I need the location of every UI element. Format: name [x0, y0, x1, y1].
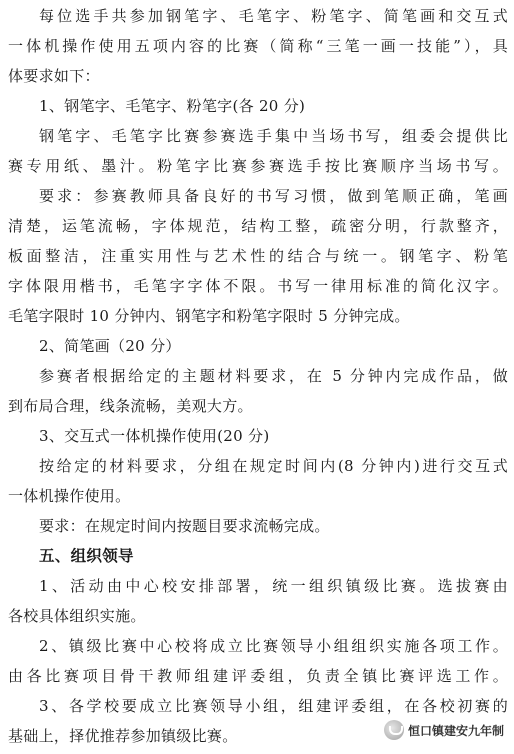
- paragraph-line: 一体机操作使用五项内容的比赛（简称“三笔一画一技能”），具: [8, 37, 508, 55]
- paragraph-line: 字体限用楷书，毛笔字字体不限。书写一律用标准的简化汉字。: [8, 277, 508, 295]
- paragraph-line: 由各比赛项目骨干教师组建评委组，负责全镇比赛评选工作。: [8, 667, 508, 685]
- paragraph-line: 一体机操作使用。: [8, 487, 131, 505]
- paragraph-line: 到布局合理，线条流畅，美观大方。: [8, 397, 253, 415]
- paragraph-line: 清楚，运笔流畅，字体规范，结构工整，疏密分明，行款整齐，: [8, 217, 508, 235]
- paragraph-line: 毛笔字限时 10 分钟内、钢笔字和粉笔字限时 5 分钟完成。: [8, 307, 410, 325]
- paragraph-line: 要求：参赛教师具备良好的书写习惯，做到笔顺正确，笔画: [39, 187, 508, 205]
- paragraph-line: 按给定的材料要求，分组在规定时间内(8 分钟内)进行交互式: [39, 457, 508, 475]
- paragraph-line: 2、镇级比赛中心校将成立比赛领导小组组织实施各项工作。: [39, 637, 508, 655]
- paragraph-line: 3、各学校要成立比赛领导小组，组建评委组，在各校初赛的: [39, 697, 508, 715]
- section-item-title: 1、钢笔字、毛笔字、粉笔字(各 20 分): [39, 97, 306, 115]
- account-watermark: [380, 718, 508, 742]
- section-item-title: 2、简笔画（20 分）: [39, 337, 181, 355]
- paragraph-line: 1、活动由中心校安排部署，统一组织镇级比赛。选拔赛由: [39, 577, 508, 595]
- paragraph-line: 体要求如下：: [8, 67, 100, 85]
- section-heading: 五、组织领导: [39, 547, 134, 565]
- wechat-icon: [384, 720, 404, 740]
- section-item-title: 3、交互式一体机操作使用(20 分): [39, 427, 270, 445]
- paragraph-line: 每位选手共参加钢笔字、毛笔字、粉笔字、简笔画和交互式: [39, 7, 508, 25]
- paragraph-line: 基础上，择优推荐参加镇级比赛。: [8, 727, 238, 745]
- paragraph-line: 参赛者根据给定的主题材料要求，在 5 分钟内完成作品，做: [39, 367, 508, 385]
- paragraph-line: 各校具体组织实施。: [8, 607, 146, 625]
- watermark-text: 恒口镇建安九年制: [407, 723, 504, 738]
- paragraph-line: 赛专用纸、墨汁。粉笔字比赛参赛选手按比赛顺序当场书写。: [8, 157, 508, 175]
- paragraph-line: 板面整洁，注重实用性与艺术性的结合与统一。钢笔字、粉笔: [8, 247, 508, 265]
- paragraph-line: 钢笔字、毛笔字比赛参赛选手集中当场书写，组委会提供比: [39, 127, 508, 145]
- paragraph-line: 要求：在规定时间内按题目要求流畅完成。: [39, 517, 330, 535]
